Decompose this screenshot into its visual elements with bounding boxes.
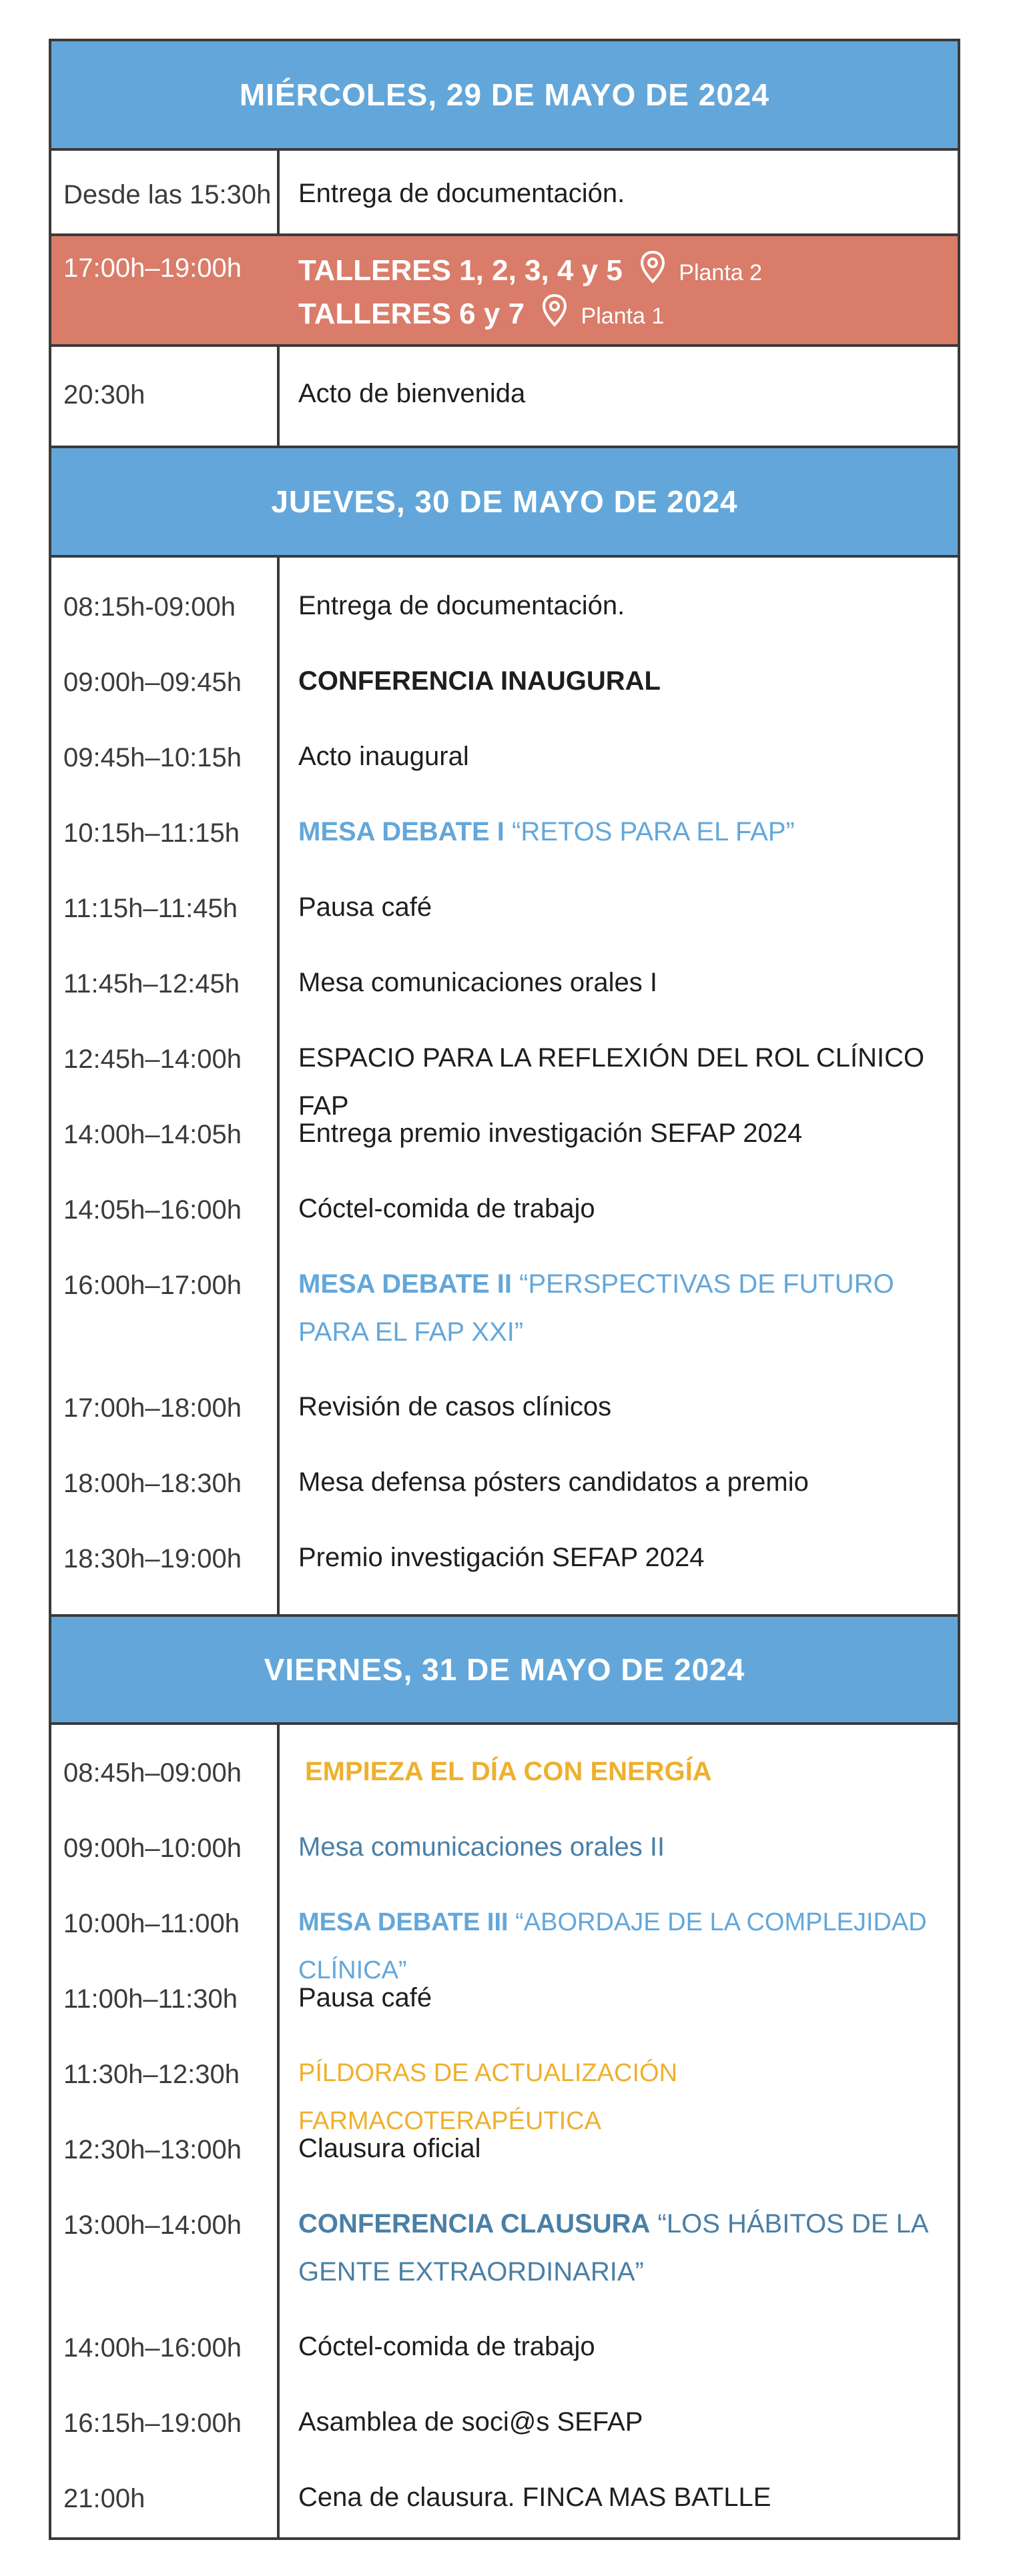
row-time: 17:00h–18:00h (63, 1393, 242, 1423)
event-title-bold: MESA DEBATE I (298, 817, 504, 846)
row-time: 14:00h–16:00h (63, 2333, 242, 2363)
row-time: 14:05h–16:00h (63, 1195, 242, 1225)
row-time: 10:00h–11:00h (63, 1909, 240, 1938)
event-title-bold: MESA DEBATE III (298, 1908, 509, 1936)
schedule-row-talleres (51, 236, 958, 347)
talleres-location-2: Planta 1 (581, 303, 665, 330)
schedule-row (51, 151, 958, 236)
event-title-rest: “PERSPECTIVAS DE FUTURO PARA EL FAP XXI” (298, 1269, 894, 1347)
row-time: Desde las 15:30h (63, 180, 272, 209)
schedule-row (51, 1445, 958, 1520)
row-time: 09:00h–09:45h (63, 668, 242, 697)
row-event: Revisión de casos clínicos (298, 1392, 612, 1421)
row-time: 09:00h–10:00h (63, 1834, 242, 1863)
row-time: 16:00h–17:00h (63, 1271, 242, 1300)
row-time: 16:15h–19:00h (63, 2409, 242, 2438)
row-event: Mesa comunicaciones orales II (298, 1832, 665, 1862)
row-event: Asamblea de soci@s SEFAP (298, 2407, 643, 2437)
row-event: Mesa defensa pósters candidatos a premio (298, 1467, 809, 1497)
row-time: 08:45h–09:00h (63, 1758, 242, 1788)
row-time: 12:30h–13:00h (63, 2135, 242, 2164)
schedule-row (51, 1960, 958, 2036)
schedule-row (51, 1369, 958, 1445)
talleres-label-1: TALLERES 1, 2, 3, 4 y 5 (298, 254, 623, 287)
schedule-row (51, 2385, 958, 2460)
schedule-row (51, 347, 958, 446)
day-header-wednesday (51, 41, 958, 151)
schedule-row (51, 568, 958, 644)
day-header-label: JUEVES, 30 DE MAYO DE 2024 (271, 484, 738, 519)
schedule-row (51, 1247, 958, 1369)
row-event: Entrega premio investigación SEFAP 2024 (298, 1119, 803, 1148)
row-event: Cena de clausura. FINCA MAS BATLLE (298, 2483, 771, 2512)
talleres-location-1: Planta 2 (679, 260, 763, 286)
schedule-row (51, 1734, 958, 1810)
row-event (298, 1260, 944, 1356)
row-time: 09:45h–10:15h (63, 743, 242, 772)
talleres-label-2: TALLERES 6 y 7 (298, 297, 525, 331)
row-event: ESPACIO PARA LA REFLEXIÓN DEL ROL CLÍNICO FAP (298, 1043, 925, 1121)
schedule-row (51, 719, 958, 794)
row-event (298, 2200, 944, 2296)
schedule-row (51, 1021, 958, 1121)
schedule-row (51, 1171, 958, 1247)
day-header-label: VIERNES, 31 DE MAYO DE 2024 (264, 1652, 745, 1687)
event-title-bold: CONFERENCIA CLAUSURA (298, 2209, 651, 2238)
row-event (298, 808, 944, 856)
day-header-thursday (51, 446, 958, 558)
talleres-line-2 (298, 294, 944, 338)
schedule-row (51, 2309, 958, 2385)
schedule-row (51, 2111, 958, 2186)
agenda-table (49, 39, 960, 2540)
row-event: Cóctel-comida de trabajo (298, 1194, 595, 1223)
row-event: CONFERENCIA INAUGURAL (298, 666, 661, 696)
talleres-line-1 (298, 251, 944, 294)
row-event: Mesa comunicaciones orales I (298, 968, 658, 997)
row-event: Acto de bienvenida (298, 379, 526, 408)
row-time: 14:00h–14:05h (63, 1120, 242, 1149)
row-time: 11:45h–12:45h (63, 969, 240, 999)
schedule-row (51, 2186, 958, 2309)
row-event: Pausa café (298, 892, 432, 922)
row-time: 18:30h–19:00h (63, 1544, 242, 1573)
row-time: 13:00h–14:00h (63, 2210, 242, 2240)
schedule-row (51, 1885, 958, 1984)
map-pin-icon (640, 251, 665, 294)
row-time: 10:15h–11:15h (63, 818, 240, 848)
row-event: Entrega de documentación. (298, 179, 625, 208)
schedule-row (51, 1520, 958, 1614)
row-event: EMPIEZA EL DÍA CON ENERGÍA (305, 1757, 712, 1786)
map-pin-icon (542, 294, 567, 338)
row-event: Clausura oficial (298, 2134, 481, 2163)
schedule-row (51, 945, 958, 1021)
event-title-bold: MESA DEBATE II (298, 1269, 513, 1299)
row-time: 20:30h (63, 380, 145, 410)
row-time: 21:00h (63, 2484, 145, 2513)
row-event: PÍLDORAS DE ACTUALIZACIÓN FARMACOTERAPÉUTICA (298, 2059, 678, 2135)
row-event: Cóctel-comida de trabajo (298, 2332, 595, 2361)
day-header-friday (51, 1614, 958, 1725)
schedule-row (51, 870, 958, 945)
schedule-row (51, 2460, 958, 2535)
event-title-rest: “LOS HÁBITOS DE LA GENTE EXTRAORDINARIA” (298, 2209, 928, 2287)
row-time: 18:00h–18:30h (63, 1469, 242, 1498)
row-time: 12:45h–14:00h (63, 1045, 242, 1074)
schedule-row (51, 644, 958, 719)
row-event: Entrega de documentación. (298, 591, 625, 620)
row-event: Pausa café (298, 1983, 432, 2012)
schedule-row (51, 2036, 958, 2135)
day-header-label: MIÉRCOLES, 29 DE MAYO DE 2024 (239, 77, 770, 112)
row-event: Acto inaugural (298, 742, 469, 771)
row-time: 17:00h–19:00h (63, 253, 242, 283)
row-time: 11:00h–11:30h (63, 1984, 238, 2014)
row-event: Premio investigación SEFAP 2024 (298, 1543, 705, 1572)
talleres-event (298, 251, 944, 338)
row-time: 08:15h-09:00h (63, 592, 236, 622)
row-time: 11:30h–12:30h (63, 2060, 240, 2089)
row-time: 11:15h–11:45h (63, 894, 238, 923)
schedule-row (51, 794, 958, 870)
schedule-row (51, 1810, 958, 1885)
schedule-row (51, 1096, 958, 1171)
event-title-rest: “ABORDAJE DE LA COMPLEJIDAD CLÍNICA” (298, 1908, 927, 1984)
event-title-rest: “RETOS PARA EL FAP” (504, 817, 795, 846)
